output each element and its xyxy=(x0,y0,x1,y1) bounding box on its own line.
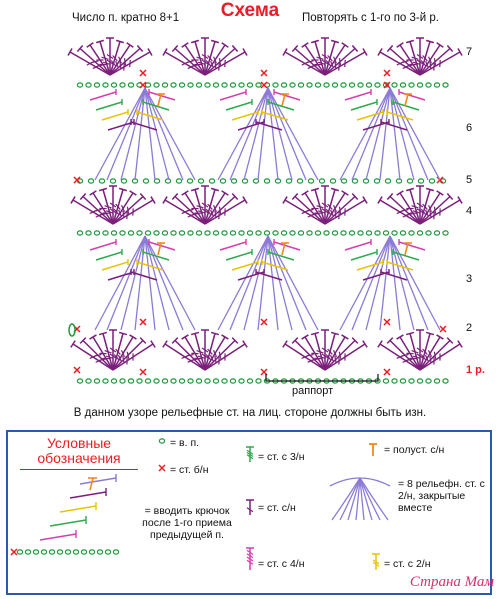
diagonal-stitch-group xyxy=(220,89,264,130)
row7-chain xyxy=(315,83,320,87)
row3-chain xyxy=(332,231,337,235)
base-chain xyxy=(222,379,227,383)
row5-chain xyxy=(220,179,225,183)
legend-title xyxy=(20,436,138,470)
row5-chain xyxy=(341,179,346,183)
legend-chain-text: = в. п. xyxy=(170,437,200,449)
stitch-multiple-note: Число п. кратно 8+1 xyxy=(72,12,180,24)
row7-chain xyxy=(171,83,176,87)
row7-chain xyxy=(222,83,227,87)
row5-chain xyxy=(143,179,148,183)
row3-chain xyxy=(230,231,235,235)
base-chain xyxy=(137,379,142,383)
base-chain xyxy=(111,379,116,383)
base-chain xyxy=(179,379,184,383)
row3-chain xyxy=(349,231,354,235)
single-crochet xyxy=(140,369,146,375)
base-chain xyxy=(103,379,108,383)
row3-chain xyxy=(213,231,218,235)
row7-chain xyxy=(443,83,448,87)
row7-chain xyxy=(103,83,108,87)
row7-chain xyxy=(205,83,210,87)
row7-chain xyxy=(128,83,133,87)
row7-chain xyxy=(307,83,312,87)
row7-chain xyxy=(366,83,371,87)
row7-chain xyxy=(375,83,380,87)
row7-chain xyxy=(434,83,439,87)
fan-stitch xyxy=(325,335,348,370)
row3-chain xyxy=(137,231,142,235)
single-crochet xyxy=(140,70,146,76)
base-chain xyxy=(230,379,235,383)
row5-chain xyxy=(429,179,434,183)
base-chain xyxy=(426,379,431,383)
row-label-1: 1 р. xyxy=(466,364,485,376)
row7-fan xyxy=(378,38,462,75)
row1-fan xyxy=(163,330,247,370)
fan-stitch xyxy=(325,43,348,75)
diagonal-stitch-group xyxy=(345,89,389,130)
row7-chain xyxy=(409,83,414,87)
base-chain xyxy=(196,379,201,383)
row5-chain xyxy=(88,179,93,183)
row7-chain xyxy=(392,83,397,87)
fan-stitch xyxy=(205,335,228,370)
row3-chain xyxy=(154,231,159,235)
single-crochet xyxy=(261,319,267,325)
row7-chain xyxy=(324,83,329,87)
row1-fan xyxy=(283,330,367,370)
row7-chain xyxy=(247,83,252,87)
row5-chain xyxy=(297,179,302,183)
single-crochet xyxy=(74,367,80,373)
row5-chain xyxy=(231,179,236,183)
legend-tr3-text: = ст. с 3/н xyxy=(258,451,305,463)
row3-chain xyxy=(383,231,388,235)
row7-chain xyxy=(341,83,346,87)
row3-relief-cluster xyxy=(340,236,440,330)
base-chain xyxy=(400,379,405,383)
base-chain xyxy=(94,379,99,383)
row4-fan xyxy=(378,186,462,224)
row5-chain xyxy=(110,179,115,183)
rapport-bracket xyxy=(266,374,378,381)
row3-chain xyxy=(179,231,184,235)
row5-chain xyxy=(121,179,126,183)
row-label-2: 2 xyxy=(466,322,473,334)
row7-chain xyxy=(290,83,295,87)
row5-chain xyxy=(209,179,214,183)
row3-chain xyxy=(86,231,91,235)
fan-stitch xyxy=(420,43,443,75)
single-crochet xyxy=(261,82,267,88)
row5-chain xyxy=(396,179,401,183)
row6-relief-cluster xyxy=(95,88,195,180)
row5-chain xyxy=(385,179,390,183)
row5-chain xyxy=(187,179,192,183)
fan-stitch xyxy=(205,43,228,75)
diagonal-stitch-group xyxy=(220,239,264,280)
base-chain xyxy=(392,379,397,383)
legend-dc-text: = ст. с/н xyxy=(258,502,296,514)
row7-chain xyxy=(86,83,91,87)
row7-fan xyxy=(68,38,152,75)
diagonal-stitch-group xyxy=(131,89,175,130)
row5-chain xyxy=(374,179,379,183)
row5-chain xyxy=(286,179,291,183)
legend-sc-text: = ст. б/н xyxy=(170,464,209,476)
base-chain xyxy=(434,379,439,383)
fan-stitch xyxy=(420,191,443,224)
row7-chain xyxy=(281,83,286,87)
row3-chain xyxy=(162,231,167,235)
base-chain xyxy=(213,379,218,383)
turning-chain xyxy=(69,324,75,336)
row7-chain xyxy=(239,83,244,87)
row3-chain xyxy=(247,231,252,235)
row3-chain xyxy=(145,231,150,235)
row7-chain xyxy=(111,83,116,87)
row3-chain xyxy=(111,231,116,235)
single-crochet xyxy=(440,326,446,332)
base-chain xyxy=(120,379,125,383)
row7-chain xyxy=(256,83,261,87)
row7-chain xyxy=(417,83,422,87)
relief-stitch-note: В данном узоре рельефные ст. на лиц. стороне должны быть изн. xyxy=(73,407,427,419)
row3-chain xyxy=(366,231,371,235)
row7-chain xyxy=(298,83,303,87)
diagonal-stitch-group xyxy=(131,239,175,280)
row3-chain xyxy=(77,231,82,235)
row5-chain xyxy=(198,179,203,183)
row7-chain xyxy=(162,83,167,87)
single-crochet xyxy=(384,369,390,375)
row3-chain xyxy=(94,231,99,235)
base-chain xyxy=(154,379,159,383)
row3-chain xyxy=(196,231,201,235)
row7-chain xyxy=(94,83,99,87)
row3-chain xyxy=(392,231,397,235)
base-chain xyxy=(247,379,252,383)
base-chain xyxy=(77,379,82,383)
row5-chain xyxy=(99,179,104,183)
fan-stitch xyxy=(420,335,443,370)
base-chain xyxy=(162,379,167,383)
row5-chain xyxy=(330,179,335,183)
row-label-3: 3 xyxy=(466,273,473,285)
row3-chain xyxy=(281,231,286,235)
row7-chain xyxy=(332,83,337,87)
base-chain xyxy=(383,379,388,383)
row7-chain xyxy=(154,83,159,87)
row5-chain xyxy=(264,179,269,183)
single-crochet xyxy=(384,70,390,76)
row3-chain xyxy=(256,231,261,235)
row5-chain xyxy=(242,179,247,183)
base-chain xyxy=(205,379,210,383)
row-label-7: 7 xyxy=(466,46,473,58)
row5-chain xyxy=(407,179,412,183)
row5-chain xyxy=(319,179,324,183)
row3-chain xyxy=(188,231,193,235)
base-chain xyxy=(145,379,150,383)
row7-chain xyxy=(273,83,278,87)
row-label-6: 6 xyxy=(466,122,473,134)
legend-tr2-text: = ст. с 2/н xyxy=(384,558,431,570)
row6-relief-cluster xyxy=(340,88,440,180)
row7-chain xyxy=(230,83,235,87)
row7-chain xyxy=(426,83,431,87)
base-chain xyxy=(256,379,261,383)
legend-cluster-text: = 8 рельефн. ст. с 2/н, закрытые вместе xyxy=(398,478,485,514)
row3-chain xyxy=(358,231,363,235)
row3-chain xyxy=(120,231,125,235)
row5-chain xyxy=(352,179,357,183)
base-chain xyxy=(171,379,176,383)
single-crochet xyxy=(261,70,267,76)
row3-chain xyxy=(103,231,108,235)
row3-relief-cluster xyxy=(95,236,195,330)
diagonal-stitch-group xyxy=(90,89,134,130)
single-crochet xyxy=(140,319,146,325)
row5-chain xyxy=(418,179,423,183)
base-chain xyxy=(188,379,193,383)
row5-chain xyxy=(165,179,170,183)
legend-title-line2: обозначения xyxy=(37,450,121,466)
row1-fan xyxy=(71,330,155,370)
base-chain xyxy=(409,379,414,383)
row7-chain xyxy=(400,83,405,87)
row7-chain xyxy=(349,83,354,87)
row3-chain xyxy=(273,231,278,235)
legend-tr4-text: = ст. с 4/н xyxy=(258,558,305,570)
repeat-rows-note: Повторять с 1-го по 3-й р. xyxy=(302,12,439,24)
base-chain xyxy=(239,379,244,383)
watermark-logo: Страна Мам xyxy=(409,574,494,590)
fan-stitch xyxy=(110,43,133,75)
row3-chain xyxy=(205,231,210,235)
fan-stitch xyxy=(113,191,136,224)
fan-stitch xyxy=(113,335,136,370)
row3-chain xyxy=(307,231,312,235)
row5-chain xyxy=(308,179,313,183)
row3-chain xyxy=(171,231,176,235)
row4-fan xyxy=(71,186,155,224)
row5-chain xyxy=(176,179,181,183)
base-chain xyxy=(443,379,448,383)
base-chain xyxy=(128,379,133,383)
row3-chain xyxy=(239,231,244,235)
row3-chain xyxy=(298,231,303,235)
fan-stitch xyxy=(325,191,348,224)
legend-hdc-text: = полуст. с/н xyxy=(384,444,445,456)
row3-chain xyxy=(434,231,439,235)
base-chain xyxy=(417,379,422,383)
row7-chain xyxy=(213,83,218,87)
diagonal-stitch-group xyxy=(90,239,134,280)
row7-chain xyxy=(196,83,201,87)
fan-stitch xyxy=(205,191,228,224)
row7-fan xyxy=(163,38,247,75)
row3-chain xyxy=(443,231,448,235)
row7-chain xyxy=(120,83,125,87)
single-crochet xyxy=(384,319,390,325)
legend-insert-text: = вводить крючок после 1-го приема предыдущей п. xyxy=(142,505,232,541)
row3-chain xyxy=(375,231,380,235)
row7-chain xyxy=(77,83,82,87)
row4-fan xyxy=(283,186,367,224)
row3-chain xyxy=(290,231,295,235)
row3-chain xyxy=(128,231,133,235)
row3-chain xyxy=(324,231,329,235)
row7-fan xyxy=(283,38,367,75)
rapport-label: раппорт xyxy=(292,385,334,397)
row1-fan xyxy=(378,330,462,370)
row7-chain xyxy=(358,83,363,87)
row3-chain xyxy=(222,231,227,235)
half-double-crochet xyxy=(404,243,412,255)
legend-title-line1: Условные xyxy=(46,435,112,451)
row3-chain xyxy=(409,231,414,235)
row3-chain xyxy=(264,231,269,235)
base-chain xyxy=(86,379,91,383)
row-label-5: 5 xyxy=(466,174,473,186)
diagonal-stitch-group xyxy=(345,239,389,280)
row3-chain xyxy=(417,231,422,235)
row7-chain xyxy=(188,83,193,87)
row3-chain xyxy=(400,231,405,235)
row4-fan xyxy=(163,186,247,224)
row3-chain xyxy=(315,231,320,235)
diagram-title: Схема xyxy=(220,0,280,21)
row3-chain xyxy=(426,231,431,235)
row7-chain xyxy=(145,83,150,87)
row7-chain xyxy=(179,83,184,87)
row-label-4: 4 xyxy=(466,205,473,217)
row3-chain xyxy=(341,231,346,235)
